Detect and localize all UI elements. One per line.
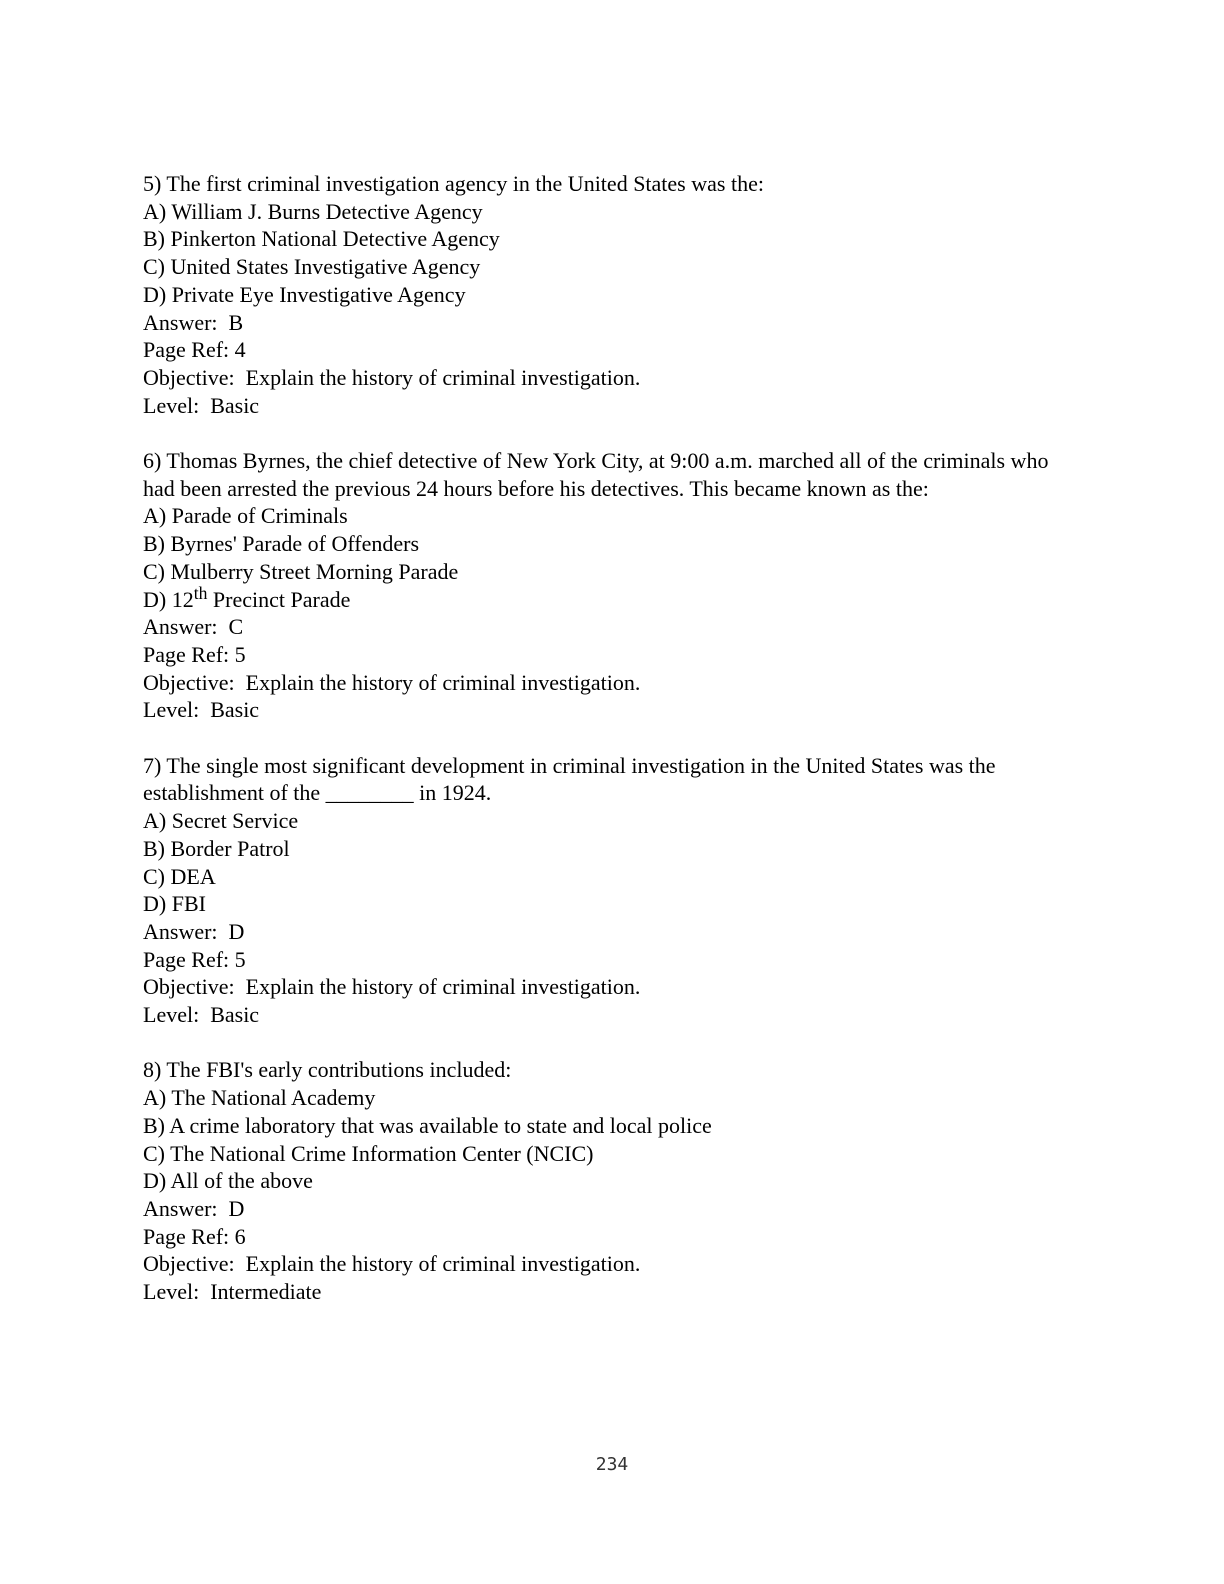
option-d-prefix: D) 12 (143, 586, 194, 612)
objective: Objective: Explain the history of criminal investigation. (143, 669, 641, 695)
answer: Answer: D (143, 1195, 245, 1221)
option-d-superscript: th (193, 582, 208, 603)
page-ref: Page Ref: 5 (143, 946, 246, 972)
option-a: A) Parade of Criminals (143, 503, 348, 529)
page-ref: Page Ref: 6 (143, 1223, 246, 1249)
level: Level: Basic (143, 392, 260, 418)
option-b: B) Border Patrol (143, 835, 290, 861)
objective: Objective: Explain the history of criminal investigation. (143, 1251, 641, 1277)
question-stem: 6) Thomas Byrnes, the chief detective of New York City, at 9:00 a.m. marched all of the criminals who had been arrested the previous 24 hours before his detectives. This became known as the: (143, 448, 1049, 501)
option-b: B) A crime laboratory that was available to state and local police (143, 1112, 712, 1138)
objective: Objective: Explain the history of criminal investigation. (143, 974, 641, 1000)
option-b: B) Pinkerton National Detective Agency (143, 226, 500, 252)
page-number: 234 (595, 1454, 629, 1475)
option-c: C) Mulberry Street Morning Parade (143, 558, 459, 584)
question-6 (143, 447, 1083, 724)
option-d: D) Private Eye Investigative Agency (143, 281, 466, 307)
question-7 (143, 752, 1083, 1029)
option-d-suffix: Precinct Parade (207, 586, 351, 612)
question-stem: 7) The single most significant development in criminal investigation in the United States was the establishment of the ________ in 1924. (143, 752, 996, 806)
page-ref: Page Ref: 4 (143, 337, 246, 363)
option-d (143, 582, 1083, 614)
option-a: A) The National Academy (143, 1085, 376, 1111)
option-c: C) DEA (143, 863, 216, 889)
page-ref: Page Ref: 5 (143, 641, 246, 667)
option-d: D) FBI (143, 891, 206, 917)
question-list (143, 170, 1083, 1306)
level: Level: Intermediate (143, 1279, 322, 1305)
option-b: B) Byrnes' Parade of Offenders (143, 531, 420, 557)
question-5 (143, 170, 1083, 419)
answer: Answer: C (143, 614, 244, 640)
option-d: D) All of the above (143, 1168, 313, 1194)
answer: Answer: B (143, 309, 244, 335)
option-a: A) William J. Burns Detective Agency (143, 198, 483, 224)
option-c: C) United States Investigative Agency (143, 254, 481, 280)
level: Level: Basic (143, 697, 260, 723)
option-c: C) The National Crime Information Center (NCIC) (143, 1140, 594, 1166)
question-stem: 5) The first criminal investigation agency in the United States was the: (143, 171, 764, 196)
answer: Answer: D (143, 918, 245, 944)
question-stem: 8) The FBI's early contributions included: (143, 1057, 512, 1083)
level: Level: Basic (143, 1002, 260, 1028)
question-8 (143, 1056, 1083, 1305)
option-a: A) Secret Service (143, 808, 299, 834)
objective: Objective: Explain the history of criminal investigation. (143, 364, 641, 390)
